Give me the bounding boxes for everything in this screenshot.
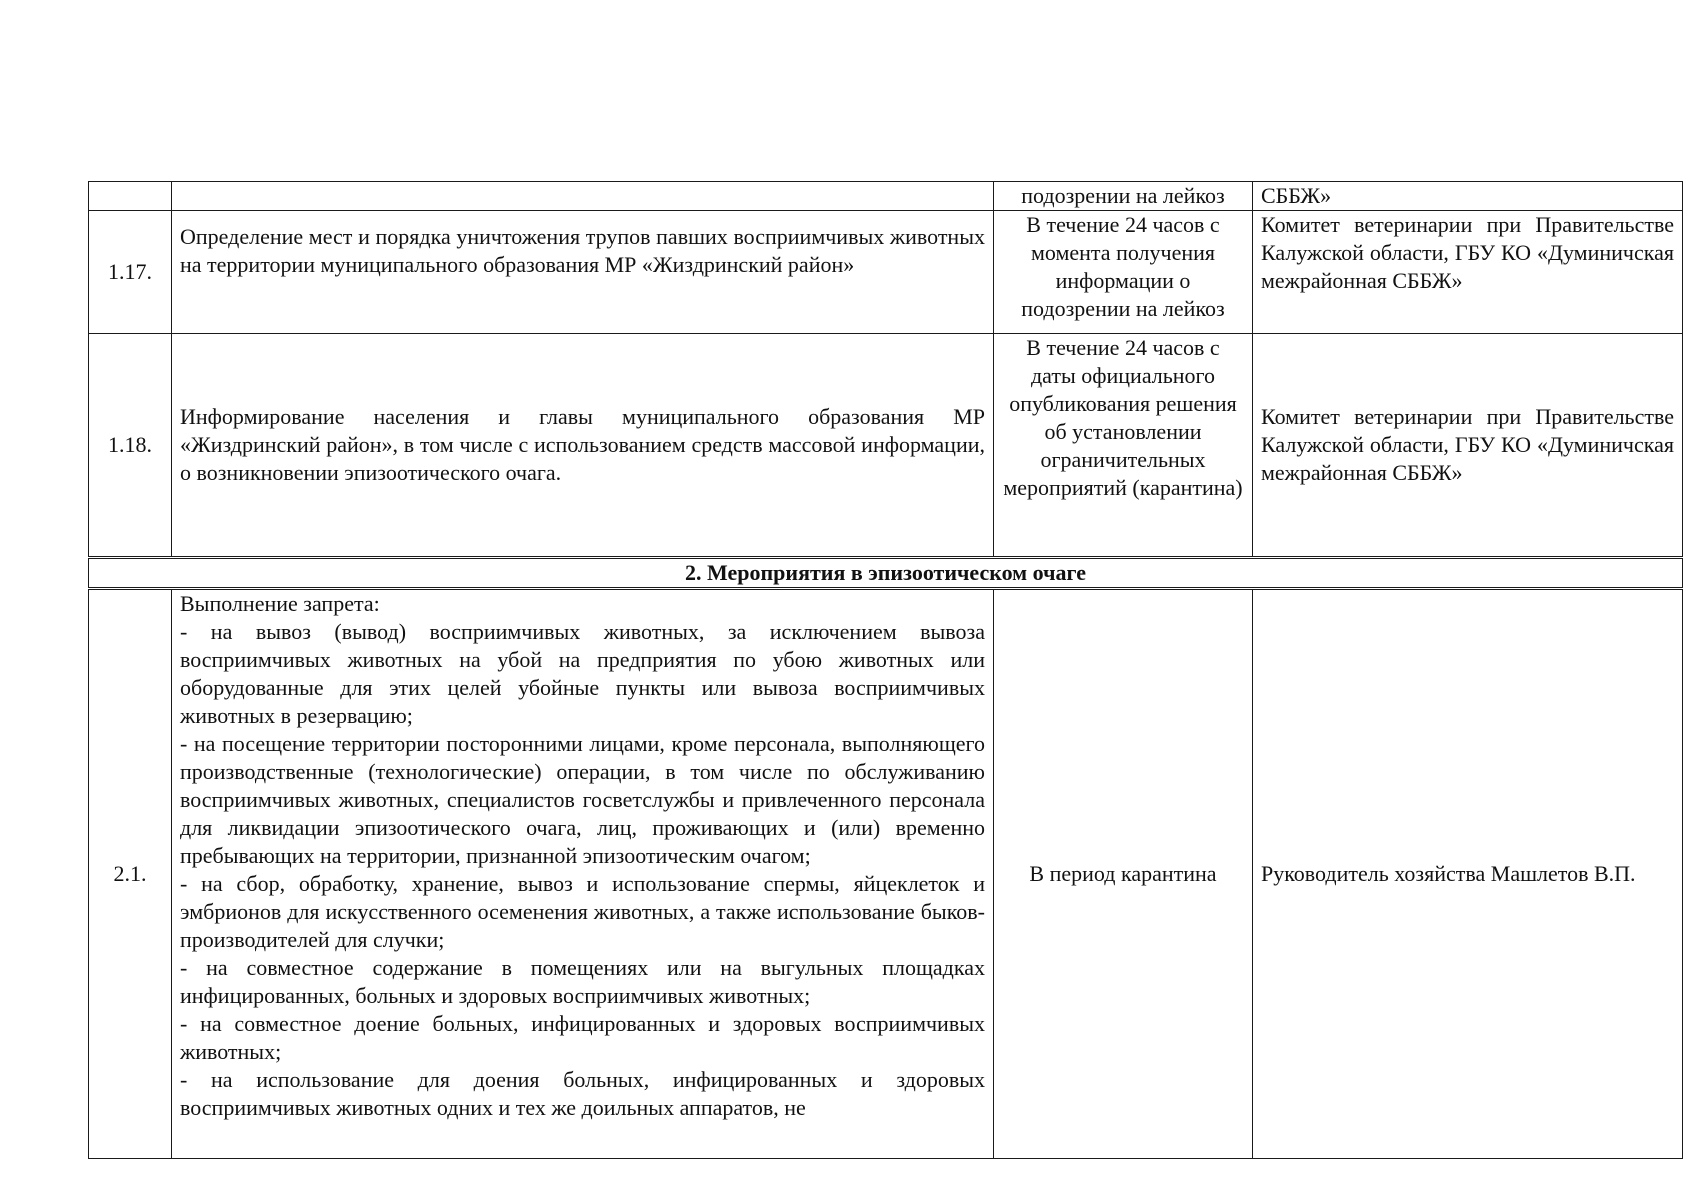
row-number xyxy=(89,182,172,211)
activity-item: - на совместное содержание в помещениях или на выгульных площадках инфицированных, больных и здоровых восприимчивых животных; xyxy=(180,955,985,1008)
measures-table xyxy=(88,181,1683,1159)
responsible-cell: Комитет ветеринарии при Правительстве Калужской области, ГБУ КО «Думиничская межрайонная СББЖ» xyxy=(1253,211,1683,334)
table-row-continued xyxy=(89,182,1683,211)
section-header-row xyxy=(89,558,1683,589)
responsible-cell: Руководитель хозяйства Машлетов В.П. xyxy=(1253,589,1683,1159)
activity-item: - на использование для доения больных, инфицированных и здоровых восприимчивых животных одних и тех же доильных аппаратов, не xyxy=(180,1067,985,1120)
term-cell: подозрении на лейкоз xyxy=(994,182,1253,211)
row-number: 1.18. xyxy=(89,334,172,558)
activity-item: - на совместное доение больных, инфицированных и здоровых восприимчивых животных; xyxy=(180,1011,985,1064)
activity-item: - на посещение территории посторонними лицами, кроме персонала, выполняющего производственные (технологические) операции, в том числе по обслуживанию восприимчивых животных, специалистов госветслужбы и привлеченного персонала для ликвидации эпизоотического очага, лиц, проживающих и (или) временно пребывающих на территории, признанной эпизоотическим очагом; xyxy=(180,731,985,868)
activity-cell: Определение мест и порядка уничтожения трупов павших восприимчивых животных на территории муниципального образования МР «Жиздринский район» xyxy=(172,211,994,334)
responsible-cell: СББЖ» xyxy=(1253,182,1683,211)
section-title: 2. Мероприятия в эпизоотическом очаге xyxy=(89,558,1683,589)
term-cell: В течение 24 часов с даты официального опубликования решения об установлении ограничительных мероприятий (карантина) xyxy=(994,334,1253,558)
activity-cell: Информирование населения и главы муниципального образования МР «Жиздринский район», в том числе с использованием средств массовой информации, о возникновении эпизоотического очага. xyxy=(172,334,994,558)
table-row-1-17 xyxy=(89,211,1683,334)
table-row-1-18 xyxy=(89,334,1683,558)
activity-cell xyxy=(172,182,994,211)
row-number: 1.17. xyxy=(89,211,172,334)
row-number: 2.1. xyxy=(89,589,172,1159)
term-cell: В течение 24 часов с момента получения информации о подозрении на лейкоз xyxy=(994,211,1253,334)
term-cell: В период карантина xyxy=(994,589,1253,1159)
responsible-cell: Комитет ветеринарии при Правительстве Калужской области, ГБУ КО «Думиничская межрайонная СББЖ» xyxy=(1253,334,1683,558)
activity-item: - на сбор, обработку, хранение, вывоз и использование спермы, яйцеклеток и эмбрионов для искусственного осеменения животных, а также использование быков-производителей для случки; xyxy=(180,871,985,952)
activity-intro: Выполнение запрета: xyxy=(180,591,380,616)
activity-item: - на вывоз (вывод) восприимчивых животных, за исключением вывоза восприимчивых животных на убой на предприятия по убою животных или оборудованные для этих целей убойные пункты или вывоза восприимчивых животных в резервацию; xyxy=(180,619,985,728)
activity-cell xyxy=(172,589,994,1159)
table-row-2-1 xyxy=(89,589,1683,1159)
